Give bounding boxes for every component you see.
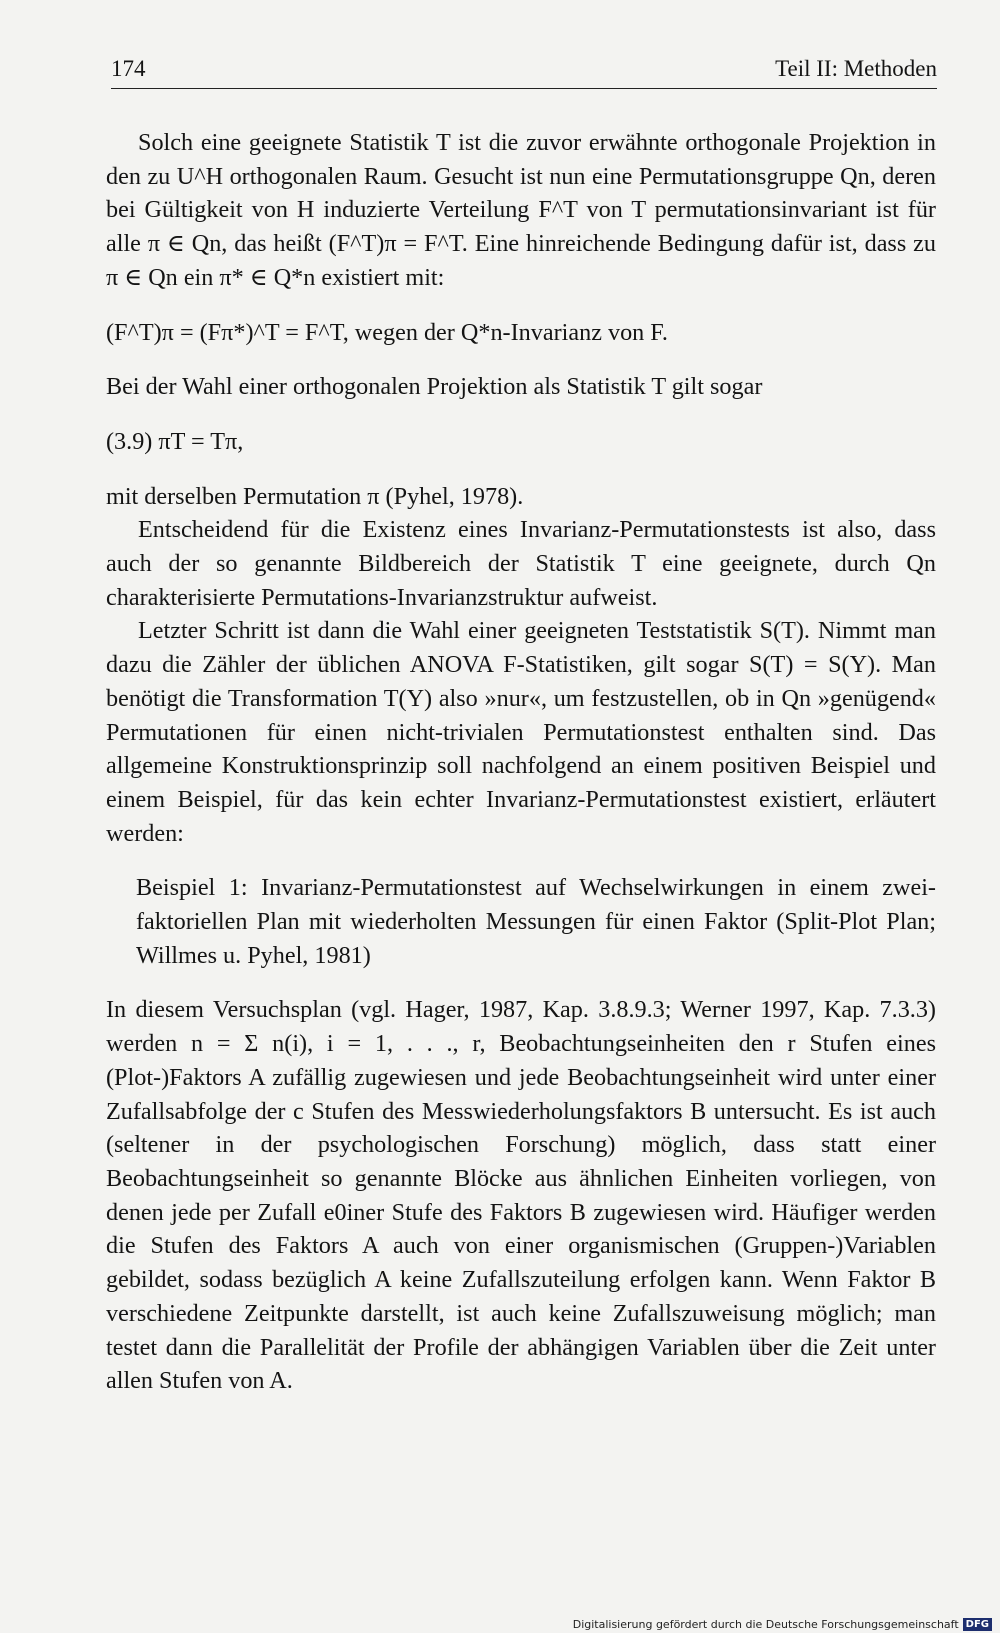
example-heading: Beispiel 1: Invarianz-Permutationstest auf Wechselwirkungen in einem zwei-faktoriellen Plan mit wiederholten Messungen für einen Faktor (Split-Plot Plan; Willmes u. Pyhel, 1981)	[136, 874, 936, 969]
equation-3-9: (3.9) πT = Tπ,	[106, 427, 244, 455]
paragraph-teststatistik: Letzter Schritt ist dann die Wahl einer geeigneten Teststatistik S(T). Nimmt man dazu die Zähler der üblichen ANOVA F-Statistiken, gilt sogar S(T) = S(Y). Man benötigt die Transformation T(Y) also »nur«, um festzustellen, ob in Qn »genügend« Permutationen für einen nicht-trivialen Permutationstest enthalten sind. Das allgemeine Konstruktionsprinzip soll nachfolgend an einem positiven Beispiel und einem Beispiel, für das kein echter Invarianz-Permutationstest existiert, erläutert werden:	[106, 617, 936, 847]
page-header	[111, 56, 937, 89]
footer-text: Digitalisierung gefördert durch die Deutsche Forschungsgemeinschaft	[572, 1618, 959, 1631]
paragraph-projektion: Bei der Wahl einer orthogonalen Projektion als Statistik T gilt sogar	[106, 373, 763, 401]
formula-invarianz: (F^T)π = (Fπ*)^T = F^T, wegen der Q*n-Invarianz von F.	[106, 318, 668, 346]
paragraph-permutation: mit derselben Permutation π (Pyhel, 1978).	[106, 482, 524, 510]
paragraph-statistik: Solch eine geeignete Statistik T ist die zuvor erwähnte orthogonale Projektion in den zu U^H orthogonalen Raum. Gesucht ist nun eine Permutationsgruppe Qn, deren bei Gültigkeit von H induzierte Verteilung F^T von T permutationsinvariant ist für alle π ∈ Qn, das heißt (F^T)π = F^T. Eine hinreichende Bedingung dafür ist, dass zu π ∈ Qn ein π* ∈ Q*n existiert mit:	[106, 129, 936, 291]
paragraph-existenz: Entscheidend für die Existenz eines Invarianz-Permutationstests ist also, dass auch der so genannte Bildbereich der Statistik T eine geeignete, durch Qn charakterisierte Permutations-Invarianzstruktur aufweist.	[106, 516, 936, 611]
paragraph-versuchsplan: In diesem Versuchsplan (vgl. Hager, 1987, Kap. 3.8.9.3; Werner 1997, Kap. 7.3.3) werden n = Σ n(i), i = 1, . . ., r, Beobachtungseinheiten den r Stufen eines (Plot-)Faktors A zufällig zugewiesen und jede Beobachtungseinheit wird unter einer Zufallsabfolge der c Stufen des Messwiederholungsfaktors B untersucht. Es ist auch (seltener in der psychologischen Forschung) möglich, dass statt einer Beobachtungseinheit so genannte Blöcke aus ähnlichen Einheiten vorliegen, von denen jede per Zufall e0iner Stufe des Faktors B zugewiesen wird. Häufiger werden die Stufen des Faktors A auch von einer organismischen (Gruppen-)Variablen gebildet, sodass bezüglich A keine Zufallszuteilung erfolgen kann. Wenn Faktor B verschiedene Zeitpunkte darstellt, ist auch keine Zufallszuweisung möglich; man testet dann die Parallelität der Profile der abhängigen Variablen über die Zeit unter allen Stufen von A.	[106, 996, 936, 1395]
page-number: 174	[111, 56, 146, 81]
digitization-footer	[573, 1618, 992, 1631]
body-text	[106, 126, 936, 1398]
dfg-logo: DFG	[963, 1618, 992, 1631]
running-head: Teil II: Methoden	[775, 56, 937, 81]
